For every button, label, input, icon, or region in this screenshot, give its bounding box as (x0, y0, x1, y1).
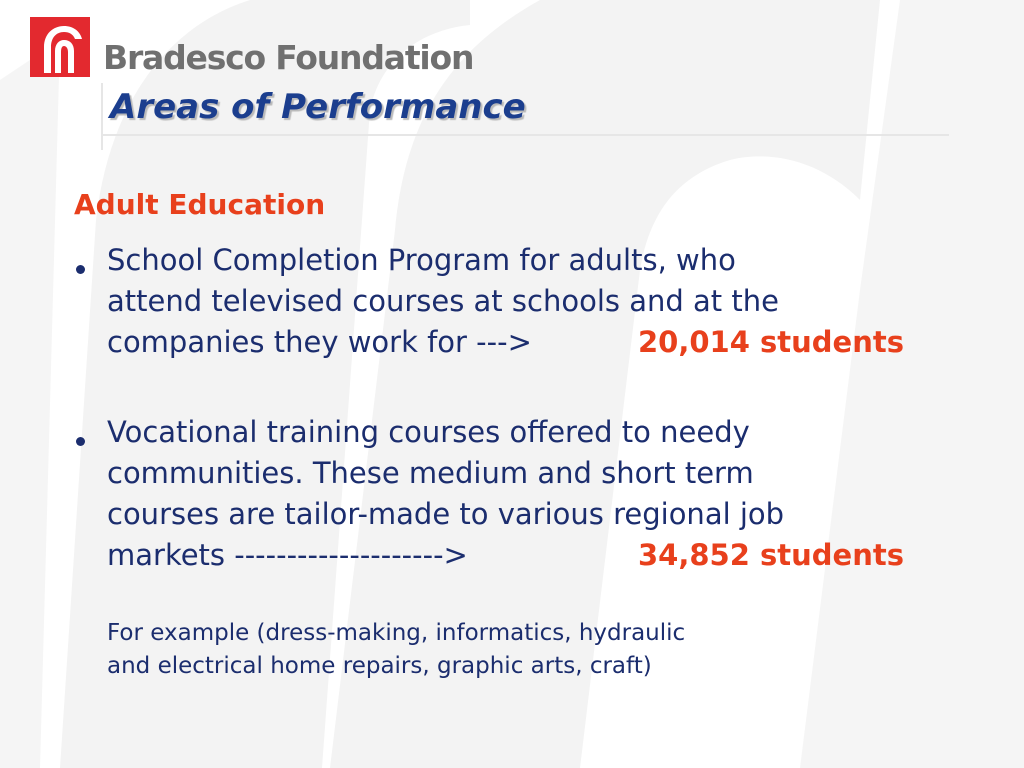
bullet-2-line-4: markets --------------------> (107, 538, 468, 572)
bullet-dot-icon (76, 265, 85, 274)
bullet-1-line-2: attend televised courses at schools and at the (107, 284, 779, 318)
bradesco-tree-logo-icon (30, 17, 90, 77)
brand-name: Bradesco Foundation (103, 38, 474, 77)
bullet-2-line-1: Vocational training courses offered to needy (107, 415, 750, 449)
page-title: Areas of Performance (110, 87, 526, 127)
header-vertical-divider (101, 83, 103, 150)
example-line-2: and electrical home repairs, graphic arts, craft) (107, 653, 652, 679)
bullet-2-student-count: 34,852 students (638, 538, 904, 572)
bullet-dot-icon (76, 437, 85, 446)
bullet-1-line-1: School Completion Program for adults, who (107, 243, 736, 277)
section-heading: Adult Education (74, 188, 326, 221)
bullet-2-line-2: communities. These medium and short term (107, 456, 754, 490)
bullet-2-line-3: courses are tailor-made to various regional job (107, 497, 785, 531)
bullet-1-line-3: companies they work for ---> (107, 325, 532, 359)
example-line-1: For example (dress-making, informatics, hydraulic (107, 620, 686, 646)
header-horizontal-divider (101, 134, 949, 136)
bullet-1-student-count: 20,014 students (638, 325, 904, 359)
